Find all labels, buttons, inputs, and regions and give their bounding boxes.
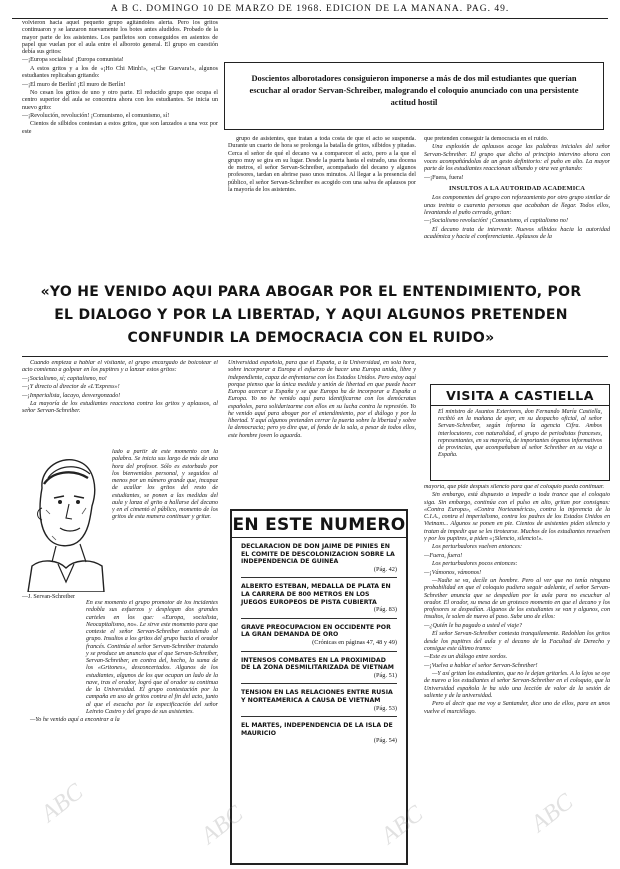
header-page: PAG. 49. (466, 4, 510, 14)
paragraph: En ese momento el grupo promotor de los incidentes redobla sus esfuerzos y desplegan dos grandes carteles en los que: «Europa, socialista, Neocapitalismo, no». Le sirve este momento para que conteste el señor Servan-Schreiber asistiendo al grupo. Insultos a los gritos del grupo hacia el orador francés. Continúa el señor Servan-Schreiber tratando y se produce un anuncio que el que Servan-Schreiber, Servan-Schreiber, en contra del, hecho, la suma de los «Gritones», desconcertados. Algunos de los estudiantes, algunos de los que ocupan un lado de la nave, tras el orador, logró que al orador su continua de la Universidad. El grupo contestación por la campaña en uso de gritos contra el fin del acto, junto al que el escucha por la especificación del señor Leireto Castro y del grupo de sus asistentes. (86, 600, 218, 715)
index-entry-page: (Pág. 51) (373, 671, 397, 679)
index-entry (241, 624, 397, 647)
visita-box (430, 384, 610, 481)
paragraph: Pero al decir que me voy a Santander, dice uno de ellos, para en unos vuelve el murciélago. (424, 701, 610, 715)
paragraph: Los perturbadores vuelven entonces: (432, 544, 522, 551)
paragraph: mayoría, que pide después silencio para que el coloquio pueda continuar. (424, 484, 605, 490)
column-2-top (228, 136, 416, 280)
paragraph: —Y así gritan los estudiantes, que no le dejan gritarles. A lo lejos se oye de nuevo a los estudiantes el señor Servan-Schreiber en el coloquio, que la Universidad española le ha sido una lección de valor de la sesión de saliente y de la universidad. (424, 671, 610, 699)
paragraph: —¡Vámonos, vámonos! (424, 569, 482, 576)
paragraph: —Yo he venido aquí a encontrar a la (30, 717, 120, 724)
index-entry-page: (Pág. 42) (373, 565, 397, 573)
header-date: DOMINGO 10 DE MARZO DE 1968. (146, 4, 323, 14)
index-entry (241, 583, 397, 613)
visita-title: VISITA A CASTIELLA (431, 385, 609, 406)
paragraph: —¡Y directo al director de «L'Express»! (22, 384, 120, 391)
paragraph: —¡Europa socialista! ¡Europa comunista! (22, 57, 124, 64)
watermark-text: ABC (196, 800, 249, 850)
paragraph: Cuando empieza a hablar el visitante, el grupo encargado de boicotear el acto comienza a golpear en los pupitres y a lanzar estos gritos: (22, 360, 218, 374)
visita-text: El ministro de Asuntos Exteriores, don Fernando María Castiella, recibió en la mañana de ayer, en su despacho oficial, al señor Servan-Schreiber, según informa la agencia Cifra. Ambos interlocutores, con naturalidad, el grupo de periodistas franceses, representantes, en su mayoría, de importantes órganos informativos de provincias, que acompañaban al señor Schreiber en su viaje a España. (438, 409, 602, 459)
index-entry (241, 689, 397, 712)
index-entry-text: ALBERTO ESTEBAN, MEDALLA DE PLATA EN LA CARRERA DE 800 METROS EN LOS JUEGOS EUROPEOS DE PISTA CUBIERTA (241, 583, 391, 606)
paragraph: Los perturbadores pocos entonces: (432, 561, 518, 568)
paragraph: Una explosión de aplausos acoge las palabras iniciales del señor Servan-Schreiber. El grupo que dicho al principio intervino ahora con voces acompañándolas de un gesto definitorio: el puño en alto. La mayor parte de los estudiantes reaccionan silbando y otra vez gritando: (424, 144, 610, 173)
portrait-sketch (22, 448, 106, 592)
watermark-text: ABC (36, 778, 89, 828)
photo-caption: —J. Servan-Schreiber (22, 594, 75, 600)
index-entry (241, 543, 397, 573)
header-rule (12, 18, 608, 19)
column-2-mid (228, 360, 416, 506)
header-abc: A B C. (110, 4, 143, 14)
paragraph: —¿Quién le ha pagado a usted el viaje? (424, 622, 522, 629)
paragraph: —Fuera, fuera! (424, 552, 463, 559)
column-1-right-of-photo (112, 449, 218, 597)
paragraph: Los componentes del grupo con reforzamiento por otro grupo similar de unas treinta o cuarenta personas que acababan de llegar. Todos ellos, levantando el puño cerrado, gritan: (424, 195, 610, 216)
paragraph: —¡Fuera, fuera! (424, 174, 464, 181)
column-1-mid (22, 360, 218, 448)
index-entry-page: (Pág. 83) (373, 606, 397, 614)
paragraph: —¡Vuelva a hablar el señor Servan-Schreiber! (424, 662, 538, 669)
index-divider (241, 651, 397, 652)
paragraph: Sin embargo, está dispuesto a impedir a toda trance que el coloquio siga. Sin embargo, continúa con el pulso en alto, gritan por consignas: «Contra Europa», «Contra Norteamérica», contra la injerencia de la C.I.A., contra el imperialismo, contra los padres de los Estados Unidos en Vietnam... Algunos se ponen en pie. Cientos de asistentes piden silencio y tratan de impedir que se les tirotearse. Muchos de los estudiantes revuelven y por los pupitres, a piden «¡Silencio, silencio!». (424, 492, 610, 542)
paragraph: A estos gritos y a los de «¡Ho Chi Minh!», «¡Che Guevara!», algunos estudiantes replicaban gritando: (22, 65, 218, 80)
paragraph: —Este es un diálogo entre sordos. (424, 654, 508, 661)
index-entry (241, 657, 397, 680)
subheading-insultos: INSULTOS A LA AUTORIDAD ACADEMICA (448, 184, 586, 192)
index-divider (241, 716, 397, 717)
watermark-text: ABC (376, 800, 429, 850)
summary-text: Doscientos alborotadores consiguieron imponerse a más de dos mil estudiantes que querían escuchar al orador Servan-Schreiber, malogrando el coloquio anunciado con una persistente actitud hostil (249, 74, 579, 107)
column-3-top (424, 136, 610, 280)
headline: «YO HE VENIDO AQUI PARA ABOGAR POR EL ENTENDIMIENTO, POR EL DIALOGO Y POR LA LIBERTAD, Y AQUI ALGUNOS PRETENDEN CONFUNDIR LA DEMOCRACIA CON EL RUIDO» (40, 284, 582, 346)
summary-box (224, 62, 604, 130)
paragraph: volvieron hacia aquel pequeño grupo agitándoles alerta. Pero los gritos continuaron y se lanzaron nuevamente los botes antes aludidos. Probado de la mayor parte de los asistentes. Los panfletos son conseguidos en asientos de papel que vuelan por el aula entre el alboroto general. El grupo en cuestión debía sus gritos: (22, 20, 218, 55)
headline-rule (22, 356, 608, 357)
watermark-text: ABC (526, 788, 579, 838)
header-edition: EDICION DE LA MAÑANA. (325, 4, 464, 14)
paragraph: —¡Socialismo, sí; capitalismo, no! (22, 375, 107, 382)
paragraph: que pretenden conseguir la democracia en el ruido. (424, 136, 549, 142)
index-entry-page: (Pág. 54) (373, 737, 397, 745)
paragraph: La mayoría de los estudiantes reacciona contra los gritos y aplausos, al señor Servan-Schreiber. (22, 401, 218, 415)
index-box (230, 509, 408, 865)
paragraph: El decano trata de intervenir. Nuevos silbidos hacia la autoridad académica y hacia el conferenciante. Aplausos de la (424, 226, 610, 240)
index-title: EN ESTE NUMERO (232, 511, 406, 538)
paragraph: No cesan los gritos de uno y otro parte. El reducido grupo que ocupa el centro superior del aula se concentra ahora con los estudiantes. Se inicia un nuevo grito: (22, 90, 218, 111)
index-entry-text: GRAVE PREOCUPACION EN OCCIDENTE POR LA GRAN DEMANDA DE ORO (241, 623, 391, 639)
paragraph: El señor Servan-Schreiber contesta tranquilamente. Redoblan los gritos desde los pupitres del aula y el decano de la Facultad de Derecho y consigue este último tramo: (424, 631, 610, 652)
index-entry-page: (Crónicas en páginas 47, 48 y 49) (312, 638, 397, 646)
index-divider (241, 618, 397, 619)
index-entry-text: DECLARACION DE DON JAIME DE PINIES EN EL COMITE DE DESCOLONIZACION SOBRE LA INDEPENDENCIA DE GUINEA (241, 543, 395, 566)
paragraph: —Nadie se va, decíle un hombre. Pero al ver que no tenía ninguna probabilidad en que el coloquio pudiera seguir adelante, el señor Servan-Schreiber anuncia que se despedían por la aula para no escuchar al orador. El orador, su mesa de un grotesco momento en que el decano y los profesores se despedían. Algunos de los estudiantes se van y algunos, con insultos, le salen de nuevo al paso. Sube uno de ellos: (424, 578, 610, 621)
index-divider (241, 577, 397, 578)
index-divider (241, 683, 397, 684)
column-3-bottom (424, 484, 610, 862)
paragraph: —¡Imperialista, lacayo, desvergonzado! (22, 392, 121, 399)
paragraph: Cientos de silbidos contestan a estos gritos, que son lanzados a una voz por este (22, 121, 218, 135)
index-entry-text: TENSION EN LAS RELACIONES ENTRE RUSIA Y NORTEAMERICA A CAUSA DE VIETNAM (241, 689, 393, 704)
paragraph: —¡Socialismo revolución! ¡Comunismo, el capitalismo no! (424, 218, 568, 225)
portrait-illustration (22, 448, 106, 592)
paragraph: —¡Revolución, revolución! ¡Comunismo, el comunismo, sí! (22, 112, 170, 119)
paragraph: lado a partir de este momento con la palabra. Se inicia sus largo de más de una hora del profesor. Sólo es estorbado por los bienvenidos personal, y seguidos al menos por un número grande que, incapaz de acallar los gritos del resto de estudiantes, se ponen a las medidas del aula y lanza el grito a hallarse del decano y en el cimentó el público, momento de los gritos de esta manera continuar y gritar. (112, 449, 218, 521)
page-header (12, 4, 608, 14)
paragraph: Universidad española, para que el España, a la Universidad, en sola hora, sobre incorporar a Europa el esfuerzo de hacer una Europa unida, libre y independiente, capaz de enfrentarse con los Estados Unidos. Pero estoy aquí porque pienso que la única medida y unión de libertad en que puede hacer Europa acercar a España y se que Europa ha de incorporar a España a Europa. Yo no he venido aquí para identificarme con los demócratas españoles, para solidarizarme con ellos en su lucha contra la represión. Yo he venido aquí para abogar por el entendimiento, por el diálogo y por la libertad. Y aquí algunos pretenden cerrar la puerta sobre la libertad y sobre la democracia; pero yo dire que, al fondo de la sala, a pesar de todos ellos, este hombre joven lo aguarda. (228, 360, 416, 439)
paragraph: grupo de asistentes, que tratan a toda costa de que el acto se suspenda. Durante un cuarto de hora se prolonga la batalla de gritos, silbidos y pitadas. Cerca el señor de qué el decano va a comparecer el acto, pero a la que el grupo muy se gira en su lugar. Desde la puerta hasta el estrado, una docena de metros, el señor Servan-Schreiber, acompañado del decano y algunos profesores, tardan en abrirse paso unos minutos. Al llegar a la presencia del público, el señor Servan-Schreiber es acogido con una salva de aplausos por la mayoría de los asistentes. (228, 136, 416, 193)
paragraph: —¡El muro de Berlín! ¡El muro de Berlín! (22, 81, 126, 88)
index-entry-text: EL MARTES, INDEPENDENCIA DE LA ISLA DE MAURICIO (241, 722, 393, 737)
index-entry (241, 722, 397, 745)
index-entry-page: (Pág. 53) (373, 704, 397, 712)
index-entry-text: INTENSOS COMBATES EN LA PROXIMIDAD DE LA ZONA DESMILITARIZADA DE VIETNAM (241, 656, 394, 672)
column-1-top (22, 20, 218, 280)
